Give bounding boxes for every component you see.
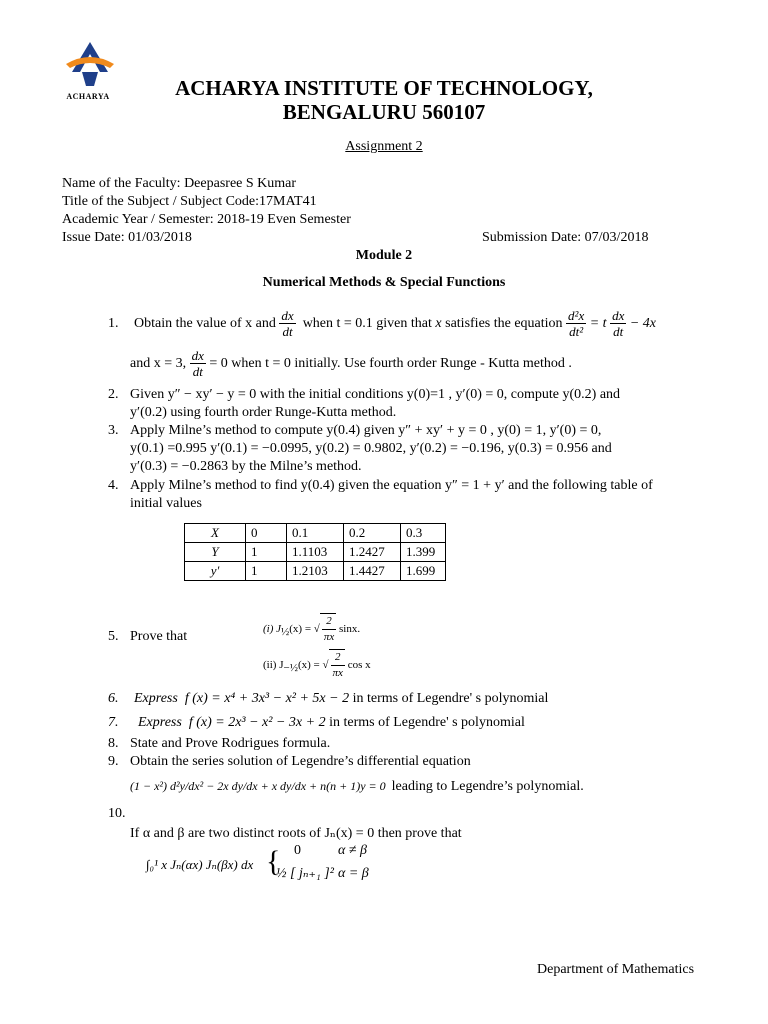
faculty-name: Name of the Faculty: Deepasree S Kumar bbox=[62, 176, 297, 191]
q9-equation: (1 − x²) d²y/dx² − 2x dy/dx + x dy/dx + n(n + 1)y = 0 leading to Legendre’s polynomial. bbox=[130, 779, 584, 794]
q3-line3: y′(0.3) = −0.2863 by the Milne’s method. bbox=[130, 459, 362, 474]
q10-case1-condition: α ≠ β bbox=[338, 843, 368, 858]
q5-part-ii: (ii) $J_{-\frac{1}{2}}(x)$ = √ $\frac{2}{\pi x}$ cos x bbox=[263, 651, 371, 680]
fraction-dx-dt: $\frac{dx}{dt}$ bbox=[281, 308, 294, 340]
table-row: Y 1 1.1103 1.2427 1.399 bbox=[185, 543, 446, 562]
q10-case1-value: 0 bbox=[294, 843, 301, 858]
fraction-dx-dt-3: $\frac{dx}{dt}$ bbox=[191, 348, 204, 380]
q3-number: 3. bbox=[108, 423, 119, 438]
q1-line1: Obtain the value of x and $\frac{dx}{dt}$ when t = 0.1 given that x satisfies the equation $\frac{\text{d²x}}{\text{dt²}}$ = t $\frac{dx}{dt}$ − 4x bbox=[134, 308, 657, 340]
q5-part-i: (i) $J_{\frac{1}{2}}(x)$ = √ $\frac{2}{\pi x}$ sinx. bbox=[263, 615, 361, 644]
fraction-d2x-dt2: $\frac{\text{d²x}}{\text{dt²}}$ bbox=[568, 308, 585, 340]
table-row: X 0 0.1 0.2 0.3 bbox=[185, 524, 446, 543]
q3-line2: y(0.1) =0.995 y′(0.1) = −0.0995, y(0.2) = 0.9802, y′(0.2) = −0.196, y(0.3) = 0.956 and bbox=[130, 441, 612, 456]
module-heading: Module 2 bbox=[355, 248, 413, 263]
academic-year: Academic Year / Semester: 2018-19 Even Semester bbox=[62, 212, 351, 227]
submission-date: Submission Date: 07/03/2018 bbox=[482, 230, 649, 245]
q2-line1: Given y″ − xy′ − y = 0 with the initial conditions y(0)=1 , y′(0) = 0, compute y(0.2) and bbox=[130, 387, 621, 402]
initial-values-table bbox=[184, 523, 446, 581]
institute-title-line1: ACHARYA INSTITUTE OF TECHNOLOGY, bbox=[175, 76, 593, 100]
module-title: Numerical Methods & Special Functions bbox=[262, 275, 506, 290]
q10-line1: If α and β are two distinct roots of Jₙ(x) = 0 then prove that bbox=[130, 826, 462, 841]
q10-number: 10. bbox=[108, 806, 126, 821]
brace: { bbox=[266, 845, 281, 878]
assignment-title: Assignment 2 bbox=[345, 139, 423, 154]
q5-number: 5. bbox=[108, 629, 119, 644]
footer-department: Department of Mathematics bbox=[537, 962, 695, 977]
q10-case2-value: ½ [ jₙ₊₁ ]² bbox=[276, 866, 334, 881]
q2-number: 2. bbox=[108, 387, 119, 402]
q10-integral: ∫₀¹ x Jₙ(αx) Jₙ(βx) dx bbox=[146, 857, 254, 872]
q10-case2-condition: α = β bbox=[338, 866, 369, 881]
fraction-dx-dt-2: $\frac{dx}{dt}$ bbox=[612, 308, 625, 340]
q8-text: State and Prove Rodrigues formula. bbox=[130, 736, 331, 751]
table-row: y′ 1 1.2103 1.4427 1.699 bbox=[185, 562, 446, 581]
q9-number: 9. bbox=[108, 754, 119, 769]
q4-number: 4. bbox=[108, 478, 119, 493]
q9-line1: Obtain the series solution of Legendre’s differential equation bbox=[130, 754, 471, 769]
q6-number: 6. bbox=[108, 691, 119, 706]
q2-line2: y′(0.2) using fourth order Runge-Kutta method. bbox=[130, 405, 397, 420]
q5-text: Prove that bbox=[130, 629, 188, 644]
subject-title: Title of the Subject / Subject Code:17MAT41 bbox=[62, 194, 317, 209]
q6-text: Express f (x) = x⁴ + 3x³ − x² + 5x − 2 in terms of Legendre' s polynomial bbox=[134, 691, 549, 706]
q4-line1: Apply Milne’s method to find y(0.4) given the equation y″ = 1 + y′ and the following table of bbox=[130, 478, 653, 493]
q4-line2: initial values bbox=[130, 496, 202, 511]
q1-line2: and x = 3, $\frac{dx}{dt}$ = 0 when t = 0 initially. Use fourth order Runge - Kutta method . bbox=[130, 348, 572, 380]
q3-line1: Apply Milne’s method to compute y(0.4) given y″ + xy′ + y = 0 , y(0) = 1, y′(0) = 0, bbox=[130, 423, 602, 438]
q8-number: 8. bbox=[108, 736, 119, 751]
institute-title-line2: BENGALURU 560107 bbox=[282, 100, 486, 124]
q7-number: 7. bbox=[108, 715, 119, 730]
issue-date: Issue Date: 01/03/2018 bbox=[62, 230, 192, 245]
q7-text: Express f (x) = 2x³ − x² − 3x + 2 in terms of Legendre' s polynomial bbox=[138, 715, 525, 730]
logo-text: ACHARYA bbox=[66, 92, 110, 101]
q1-number: 1. bbox=[108, 316, 119, 331]
